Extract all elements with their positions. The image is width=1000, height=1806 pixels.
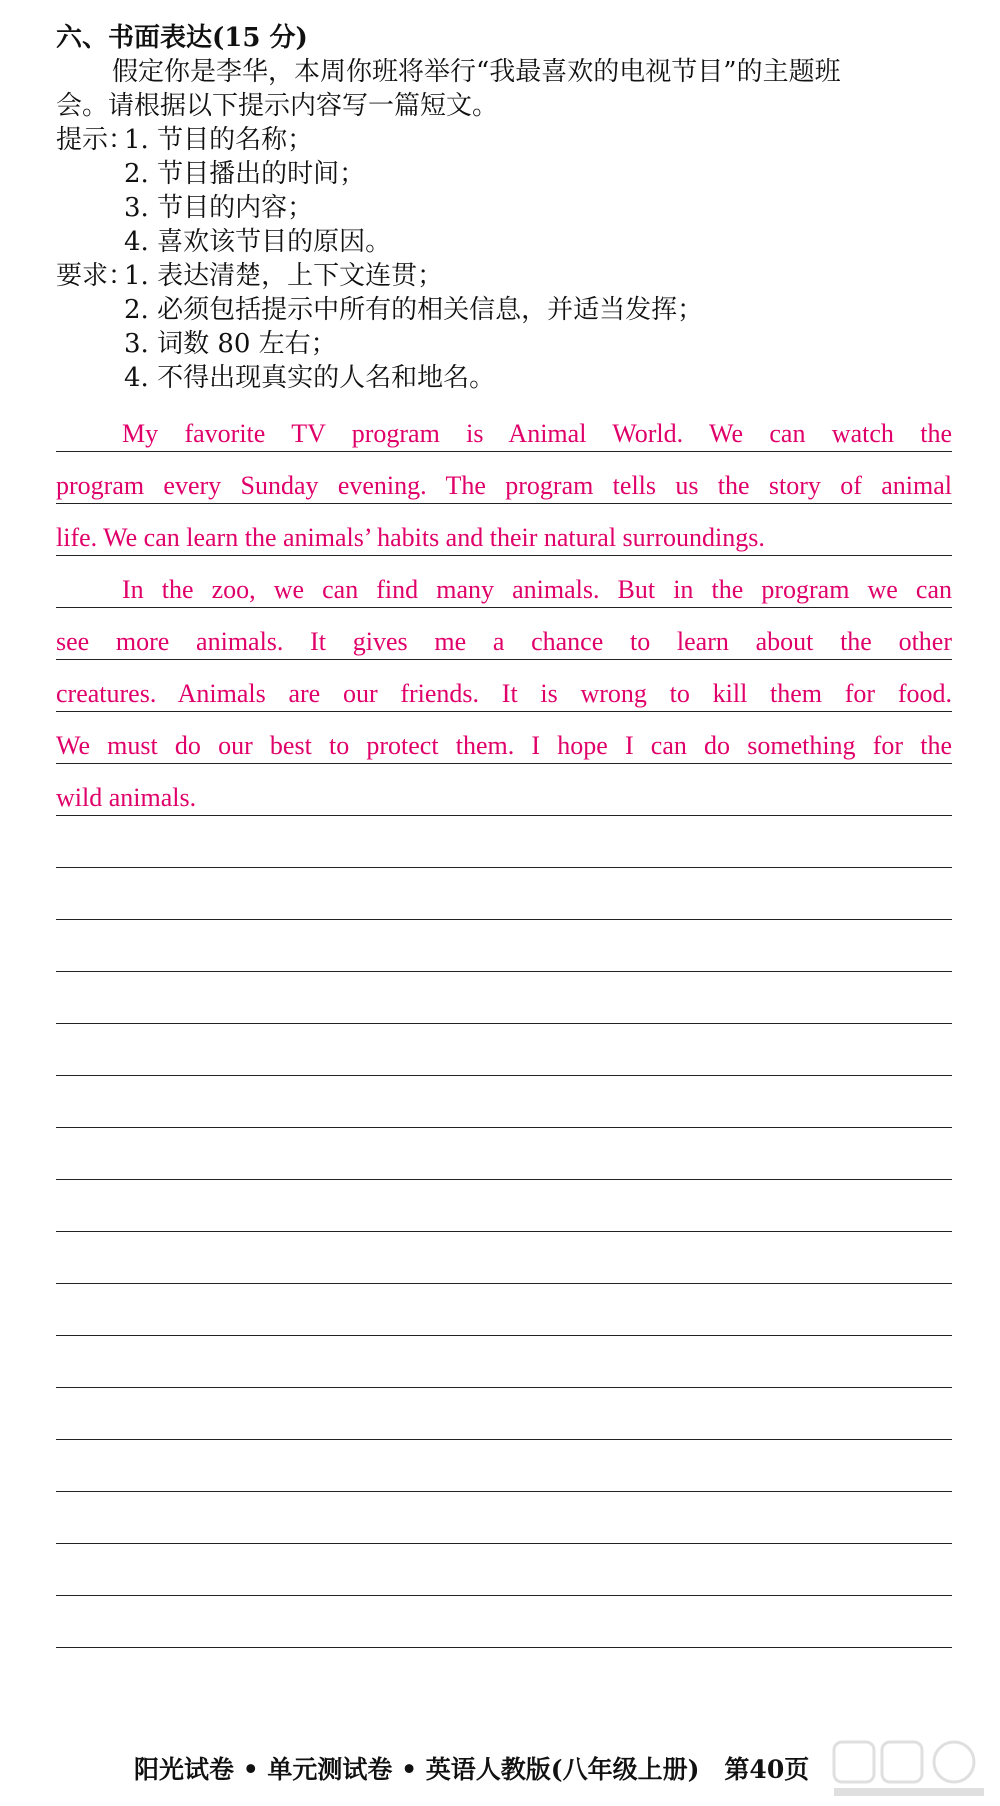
writing-rule: [56, 815, 952, 816]
answer-line-3: life. We can learn the animals’ habits and their natural surroundings.: [56, 523, 765, 552]
hint-item: 1. 节目的名称；: [124, 125, 314, 155]
writing-rule: [56, 659, 952, 660]
writing-rule: [56, 1543, 952, 1544]
writing-rule: [56, 711, 952, 712]
writing-rule: [56, 555, 952, 556]
requirements-label: 要求：: [56, 261, 135, 291]
writing-rule: [56, 1231, 952, 1232]
writing-rule: [56, 1335, 952, 1336]
writing-rule: [56, 1491, 952, 1492]
writing-rule: [56, 607, 952, 608]
writing-rule: [56, 1179, 952, 1180]
answer-line-5: see more animals. It gives me a chance to learn about the other: [56, 627, 952, 656]
requirement-item: 1. 表达清楚，上下文连贯；: [124, 261, 444, 291]
writing-rule: [56, 503, 952, 504]
hints-label: 提示：: [56, 125, 135, 155]
writing-rule: [56, 763, 952, 764]
writing-rule: [56, 1127, 952, 1128]
requirement-item: 3. 词数 80 左右；: [124, 329, 337, 359]
writing-rule: [56, 1075, 952, 1076]
section-title: 六、书面表达(15 分): [56, 23, 308, 53]
writing-rule: [56, 1387, 952, 1388]
hint-item: 2. 节目播出的时间；: [124, 159, 366, 189]
answer-line-8: wild animals.: [56, 783, 197, 812]
answer-line-1: My favorite TV program is Animal World. We can watch the: [122, 419, 952, 448]
hint-item: 3. 节目的内容；: [124, 193, 314, 223]
writing-rule: [56, 971, 952, 972]
writing-rule: [56, 919, 952, 920]
watermark-logo-icon: [830, 1736, 990, 1800]
answer-line-6: creatures. Animals are our friends. It is wrong to kill them for food.: [56, 679, 952, 708]
answer-line-4: In the zoo, we can find many animals. But in the program we can: [122, 575, 952, 604]
writing-rule: [56, 1439, 952, 1440]
prompt-line-2: 会。请根据以下提示内容写一篇短文。: [56, 91, 499, 121]
page-footer: 阳光试卷 • 单元测试卷 • 英语人教版(八年级上册) 第40页: [134, 1755, 810, 1784]
requirement-item: 4. 不得出现真实的人名和地名。: [124, 363, 496, 393]
writing-rule: [56, 451, 952, 452]
writing-rule: [56, 1595, 952, 1596]
hint-item: 4. 喜欢该节目的原因。: [124, 227, 392, 257]
writing-rule: [56, 1647, 952, 1648]
prompt-line-1: 假定你是李华，本周你班将举行“我最喜欢的电视节目”的主题班: [112, 57, 841, 87]
answer-line-7: We must do our best to protect them. I hope I can do something for the: [56, 731, 952, 760]
answer-line-2: program every Sunday evening. The program tells us the story of animal: [56, 471, 952, 500]
writing-rule: [56, 1023, 952, 1024]
requirement-item: 2. 必须包括提示中所有的相关信息，并适当发挥；: [124, 295, 704, 325]
writing-rule: [56, 1283, 952, 1284]
writing-rule: [56, 867, 952, 868]
